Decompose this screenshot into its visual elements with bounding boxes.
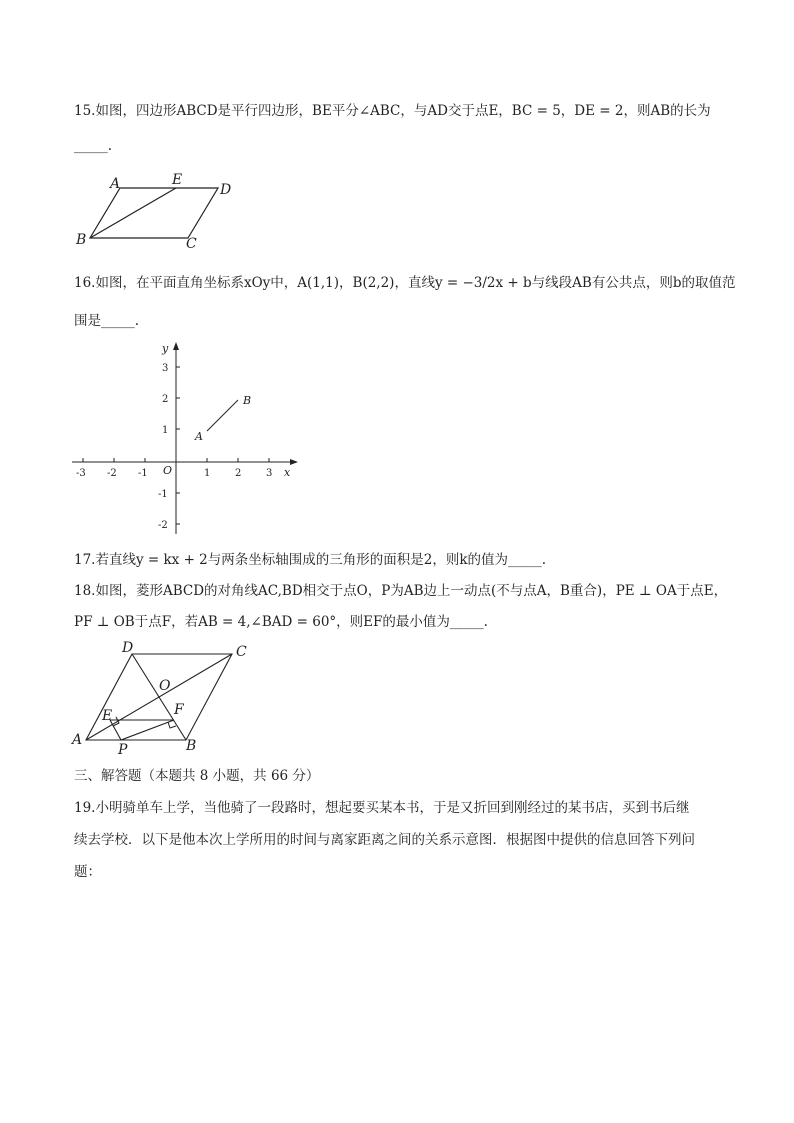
q15-parallelogram — [90, 188, 218, 238]
q18-label-f: F — [174, 702, 184, 718]
q18-label-e: E — [102, 708, 113, 724]
q18-right-angle-e-icon — [113, 717, 119, 726]
q15-label-c: C — [186, 236, 197, 252]
q18-rhombus-figure — [66, 638, 266, 758]
q18-label-o: O — [159, 678, 171, 694]
q18-label-b: B — [186, 738, 197, 754]
q19-text-line3: 题： — [74, 864, 101, 880]
q19-text-line1: 19.小明骑单车上学，当他骑了一段路时，想起要买某本书，于是又折回到刚经过的某书店，买到书后继 — [74, 800, 690, 816]
q16-x-tick-label: -2 — [107, 468, 117, 479]
q18-label-d: D — [122, 640, 134, 656]
q16-y-tick-label: 2 — [162, 394, 169, 405]
q16-y-tick-label: 1 — [162, 425, 169, 436]
q16-point-b-label: B — [243, 394, 252, 407]
q18-label-p: P — [118, 742, 128, 758]
q18-label-c: C — [236, 644, 247, 660]
q16-y-tick-label: -2 — [158, 520, 168, 531]
q16-coordinate-figure — [66, 338, 306, 538]
q16-y-arrow-icon — [173, 342, 179, 350]
q16-x-arrow-icon — [290, 459, 298, 465]
q15-parallelogram-figure — [70, 170, 250, 252]
q16-x-tick-label: 3 — [266, 468, 273, 479]
q16-x-axis-label: x — [284, 466, 291, 479]
q16-x-tick-label: -1 — [138, 468, 148, 479]
q18-segment-pf — [121, 720, 174, 740]
q16-text-line1: 16.如图，在平面直角坐标系xOy中，A(1,1)，B(2,2)，直线y = −3/2x + b与线段AB有公共点，则b的取值范 — [74, 275, 736, 291]
q16-y-tick-label: 3 — [162, 363, 169, 374]
q15-text-line2: _____. — [74, 138, 113, 154]
q16-origin-label: O — [163, 464, 173, 477]
q18-text-line2: PF ⊥ OB于点F，若AB = 4,∠BAD = 60°，则EF的最小值为_____. — [74, 614, 488, 630]
q19-text-line2: 续去学校．以下是他本次上学所用的时间与离家距离之间的关系示意图．根据图中提供的信息回答下列问 — [74, 832, 695, 848]
section3-title: 三、解答题（本题共 8 小题，共 66 分） — [74, 768, 320, 784]
q17-text-line1: 17.若直线y = kx + 2与两条坐标轴围成的三角形的面积是2，则k的值为_____. — [74, 552, 547, 568]
q18-text-line1: 18.如图，菱形ABCD的对角线AC,BD相交于点O，P为AB边上一动点(不与点A，B重合)，PE ⊥ OA于点E， — [74, 583, 728, 599]
q18-diagonal-bd — [132, 654, 186, 740]
q18-label-a: A — [72, 732, 83, 748]
q16-y-tick-label: -1 — [158, 489, 168, 500]
q16-segment-ab — [207, 400, 238, 431]
q16-point-a-label: A — [195, 430, 203, 443]
q15-label-a: A — [110, 176, 121, 192]
q16-x-tick-label: -3 — [76, 468, 86, 479]
q16-text-line2: 围是_____. — [74, 313, 140, 329]
q16-x-tick-label: 2 — [235, 468, 242, 479]
q15-text-line1: 15.如图，四边形ABCD是平行四边形，BE平分∠ABC，与AD交于点E，BC = 5，DE = 2，则AB的长为 — [74, 103, 711, 119]
q15-label-d: D — [220, 182, 232, 198]
q16-x-tick-label: 1 — [204, 468, 211, 479]
q15-label-b: B — [76, 232, 87, 248]
q16-y-axis-label: y — [162, 342, 169, 355]
q15-label-e: E — [172, 172, 183, 188]
q15-bisector-be — [90, 188, 176, 238]
